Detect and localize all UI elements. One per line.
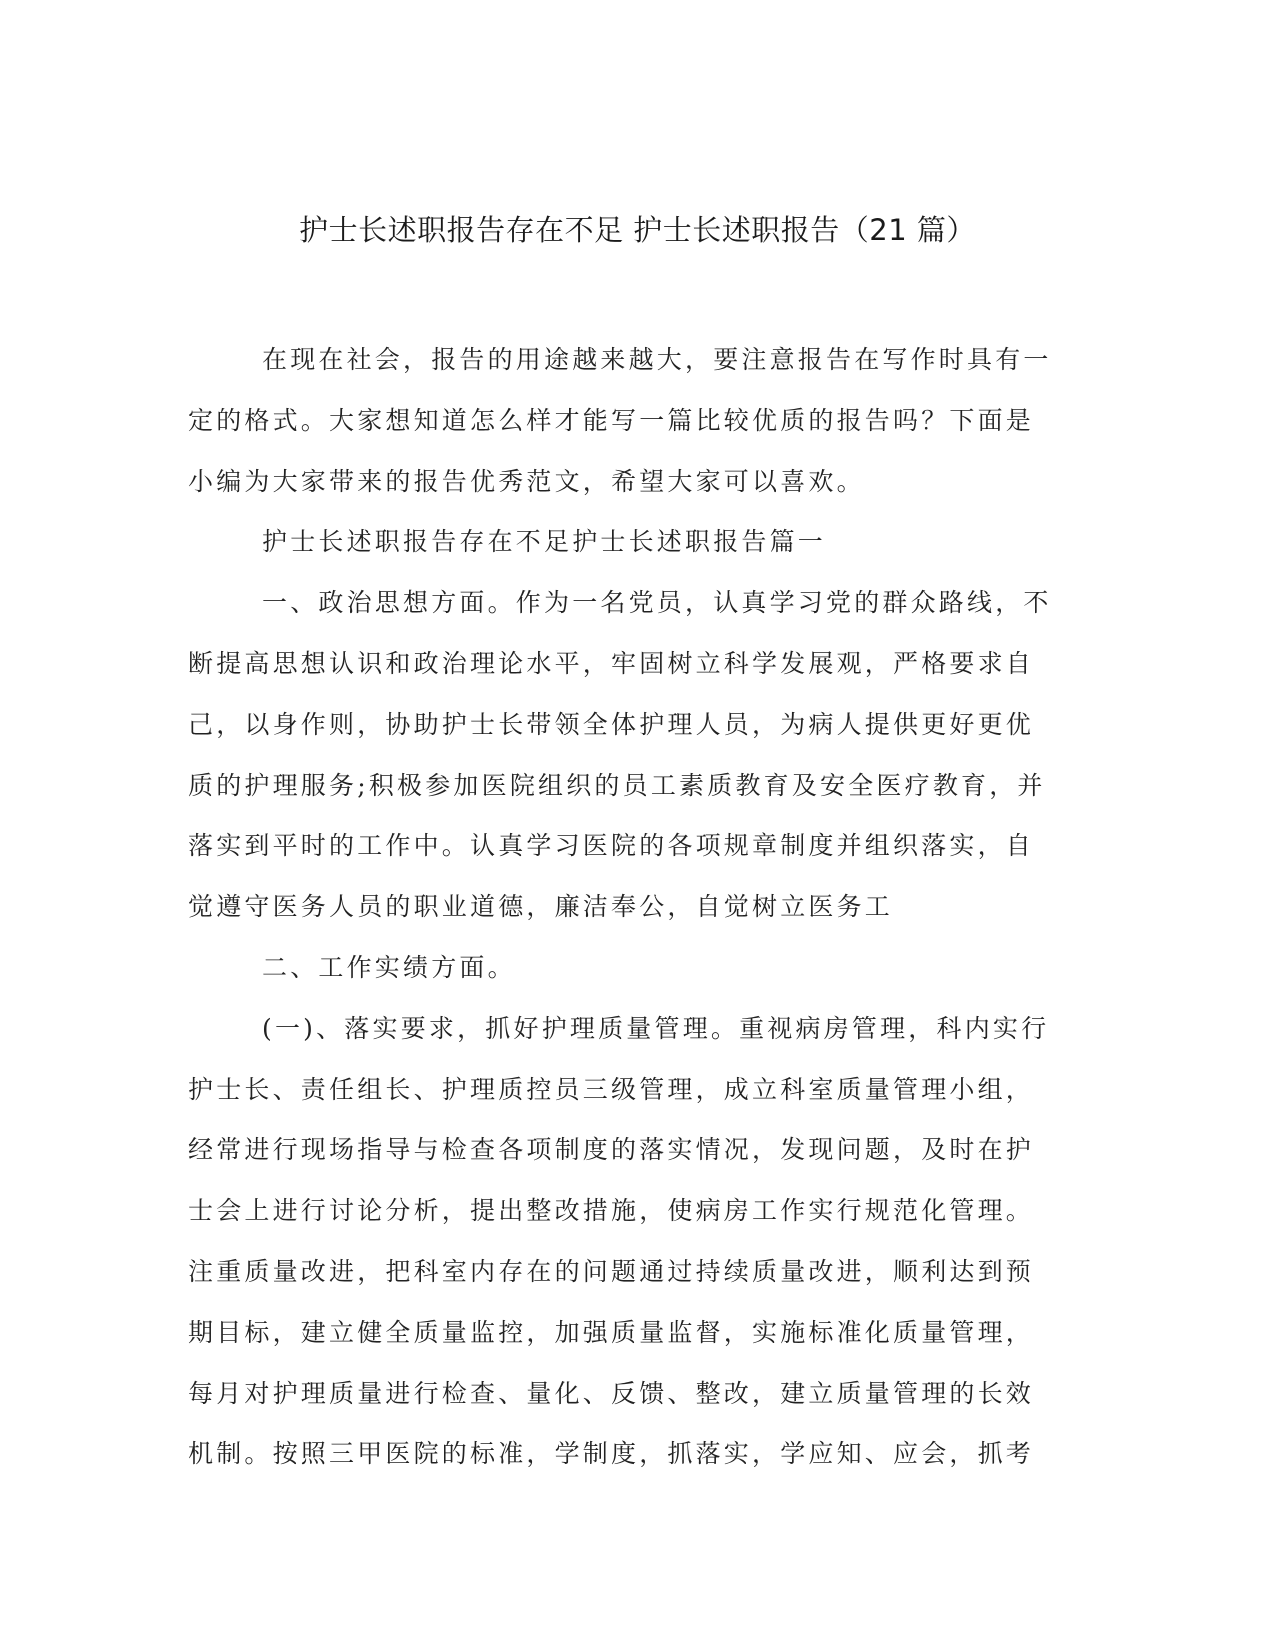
body-line: 期目标，建立健全质量监控，加强质量监督，实施标准化质量管理， — [188, 1317, 1035, 1347]
document-title: 护士长述职报告存在不足 护士长述职报告（21 篇） — [299, 213, 976, 247]
body-line: 己，以身作则，协助护士长带领全体护理人员，为病人提供更好更优 — [188, 709, 1035, 739]
body-line: 在现在社会，报告的用途越来越大，要注意报告在写作时具有一 — [262, 345, 1052, 374]
body-line: 注重质量改进，把科室内存在的问题通过持续质量改进，顺利达到预 — [188, 1256, 1035, 1286]
document-body — [188, 330, 1068, 1485]
body-line: 落实到平时的工作中。认真学习医院的各项规章制度并组织落实，自 — [188, 831, 1035, 861]
body-line: 每月对护理质量进行检查、量化、反馈、整改，建立质量管理的长效 — [188, 1378, 1035, 1408]
body-line: 质的护理服务;积极参加医院组织的员工素质教育及安全医疗教育，并 — [188, 770, 1046, 800]
body-line: 定的格式。大家想知道怎么样才能写一篇比较优质的报告吗？下面是 — [188, 405, 1035, 435]
section-heading: 护士长述职报告存在不足护士长述职报告篇一 — [262, 527, 827, 557]
body-line: 觉遵守医务人员的职业道德，廉洁奉公，自觉树立医务工 — [188, 892, 894, 922]
body-line: 一、政治思想方面。作为一名党员，认真学习党的群众路线，不 — [262, 588, 1052, 618]
body-line: 二、工作实绩方面。 — [262, 952, 516, 982]
body-line: 机制。按照三甲医院的标准，学制度，抓落实，学应知、应会，抓考 — [188, 1439, 1035, 1469]
body-line: 护士长、责任组长、护理质控员三级管理，成立科室质量管理小组， — [188, 1074, 1035, 1104]
body-line: (一)、落实要求，抓好护理质量管理。重视病房管理，科内实行 — [262, 1013, 1050, 1043]
body-line: 士会上进行讨论分析，提出整改措施，使病房工作实行规范化管理。 — [188, 1196, 1035, 1226]
body-line: 小编为大家带来的报告优秀范文，希望大家可以喜欢。 — [188, 466, 865, 496]
body-line: 断提高思想认识和政治理论水平，牢固树立科学发展观，严格要求自 — [188, 648, 1035, 678]
body-line: 经常进行现场指导与检查各项制度的落实情况，发现问题，及时在护 — [188, 1135, 1035, 1165]
